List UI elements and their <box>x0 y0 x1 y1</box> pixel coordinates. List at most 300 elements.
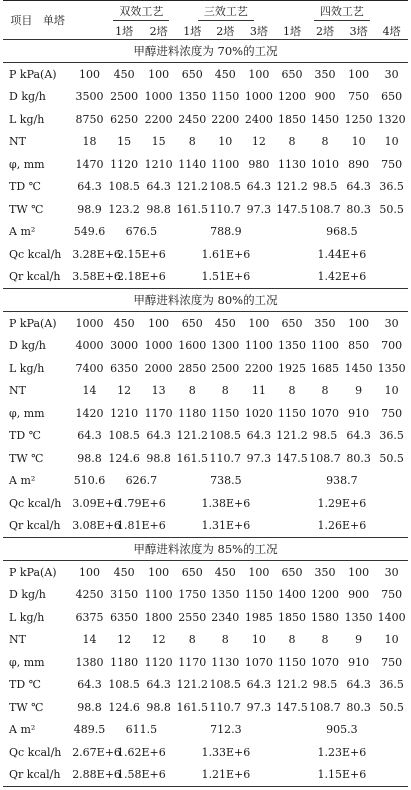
value-cell: 1350 <box>277 339 306 353</box>
value-cell: 1685 <box>311 361 340 375</box>
value-cell: 1100 <box>144 588 173 602</box>
value-cell: 110.7 <box>209 700 242 714</box>
value-cell: 1070 <box>311 655 340 669</box>
value-cell: 64.3 <box>246 180 272 194</box>
row-label: TD ℃ <box>9 180 41 194</box>
value-cell: 650 <box>281 316 303 330</box>
value-cell: 121.2 <box>176 678 208 692</box>
value-cell: 11 <box>251 384 266 398</box>
value-cell: 2200 <box>211 112 240 126</box>
row-label: P kPa(A) <box>9 565 57 579</box>
row-label: TW ℃ <box>9 700 44 714</box>
value-cell: 2850 <box>178 361 207 375</box>
summary-cell-group: 1.21E+6 <box>201 768 251 782</box>
value-cell: 13 <box>151 384 166 398</box>
value-cell: 8 <box>321 135 329 149</box>
summary-cell-single: 549.6 <box>73 225 106 239</box>
row-label: Qr kcal/h <box>9 768 61 782</box>
value-cell: 108.7 <box>309 700 341 714</box>
value-cell: 100 <box>148 565 170 579</box>
value-cell: 450 <box>214 67 236 81</box>
value-cell: 1350 <box>377 361 406 375</box>
value-cell: 910 <box>348 655 370 669</box>
value-cell: 14 <box>82 384 97 398</box>
value-cell: 1380 <box>75 655 104 669</box>
value-cell: 64.3 <box>246 678 272 692</box>
value-cell: 8 <box>288 633 296 647</box>
value-cell: 108.5 <box>209 429 242 443</box>
value-cell: 1580 <box>311 610 340 624</box>
row-label: TW ℃ <box>9 451 44 465</box>
value-cell: 1150 <box>277 655 306 669</box>
table-row <box>3 492 408 515</box>
table-row <box>3 447 408 470</box>
value-cell: 1130 <box>277 157 306 171</box>
value-cell: 36.5 <box>379 429 404 443</box>
table-row <box>3 108 408 131</box>
value-cell: 64.3 <box>346 429 371 443</box>
value-cell: 123.2 <box>108 202 140 216</box>
table-row <box>3 470 408 493</box>
value-cell: 750 <box>381 588 403 602</box>
value-cell: 1150 <box>211 90 240 104</box>
value-cell: 12 <box>117 633 132 647</box>
value-cell: 1350 <box>344 610 373 624</box>
summary-cell-group: 626.7 <box>125 474 158 488</box>
value-cell: 900 <box>314 90 336 104</box>
table-row <box>3 402 408 425</box>
value-cell: 750 <box>348 90 370 104</box>
table-row <box>3 696 408 719</box>
value-cell: 98.5 <box>312 678 338 692</box>
value-cell: 650 <box>181 316 203 330</box>
value-cell: 9 <box>355 633 363 647</box>
value-cell: 1400 <box>377 610 406 624</box>
value-cell: 8 <box>321 633 329 647</box>
value-cell: 98.8 <box>77 700 102 714</box>
value-cell: 850 <box>348 339 370 353</box>
header-tower: 4塔 <box>382 25 401 38</box>
value-cell: 97.3 <box>246 202 272 216</box>
value-cell: 1170 <box>178 655 207 669</box>
header-group-double: 双效工艺 <box>107 1 176 24</box>
value-cell: 108.5 <box>209 678 242 692</box>
row-label: TW ℃ <box>9 202 44 216</box>
value-cell: 450 <box>214 316 236 330</box>
value-cell: 64.3 <box>146 180 171 194</box>
value-cell: 10 <box>351 135 366 149</box>
value-cell: 350 <box>314 565 336 579</box>
summary-cell-group: 1.44E+6 <box>317 247 367 261</box>
summary-cell-group: 1.61E+6 <box>201 247 251 261</box>
summary-cell-single: 3.58E+6 <box>72 270 121 284</box>
value-cell: 98.8 <box>146 202 171 216</box>
value-cell: 1140 <box>178 157 207 171</box>
summary-cell-single: 3.08E+6 <box>72 519 121 533</box>
value-cell: 30 <box>384 67 399 81</box>
value-cell: 2550 <box>178 610 207 624</box>
row-label: Qr kcal/h <box>9 270 61 284</box>
value-cell: 110.7 <box>209 202 242 216</box>
row-label: φ, mm <box>9 655 45 669</box>
value-cell: 64.3 <box>146 429 171 443</box>
value-cell: 1010 <box>311 157 340 171</box>
header-tower: 2塔 <box>316 25 335 38</box>
value-cell: 50.5 <box>379 202 404 216</box>
value-cell: 64.3 <box>346 678 371 692</box>
value-cell: 64.3 <box>246 429 272 443</box>
row-label: L kg/h <box>9 112 45 126</box>
table-row <box>3 266 408 289</box>
section-title: 甲醇进料浓度为 80%的工况 <box>133 293 278 307</box>
value-cell: 15 <box>151 135 166 149</box>
value-cell: 3500 <box>75 90 104 104</box>
value-cell: 2200 <box>244 361 273 375</box>
value-cell: 1000 <box>144 90 173 104</box>
value-cell: 2500 <box>110 90 139 104</box>
value-cell: 1470 <box>75 157 104 171</box>
table-row <box>3 380 408 403</box>
row-label: Qr kcal/h <box>9 519 61 533</box>
summary-cell-group: 738.5 <box>210 474 242 488</box>
value-cell: 100 <box>248 565 270 579</box>
value-cell: 1250 <box>344 112 373 126</box>
table-row <box>3 584 408 607</box>
table-row <box>3 425 408 448</box>
summary-cell-group: 1.81E+6 <box>117 519 166 533</box>
value-cell: 1120 <box>144 655 173 669</box>
value-cell: 64.3 <box>146 678 171 692</box>
table-row <box>3 131 408 154</box>
section-title: 甲醇进料浓度为 85%的工况 <box>133 542 278 556</box>
value-cell: 1200 <box>277 90 306 104</box>
value-cell: 8 <box>188 384 196 398</box>
value-cell: 650 <box>281 565 303 579</box>
value-cell: 2400 <box>244 112 273 126</box>
summary-cell-group: 788.9 <box>210 225 242 239</box>
value-cell: 450 <box>113 67 135 81</box>
value-cell: 1000 <box>144 339 173 353</box>
value-cell: 350 <box>314 316 336 330</box>
summary-cell-group: 676.5 <box>125 225 158 239</box>
value-cell: 100 <box>78 565 100 579</box>
table-row <box>3 198 408 221</box>
value-cell: 1000 <box>244 90 273 104</box>
value-cell: 450 <box>113 565 135 579</box>
value-cell: 36.5 <box>379 180 404 194</box>
value-cell: 700 <box>381 339 403 353</box>
value-cell: 12 <box>117 384 132 398</box>
value-cell: 1150 <box>277 406 306 420</box>
value-cell: 1350 <box>178 90 207 104</box>
value-cell: 36.5 <box>379 678 404 692</box>
summary-cell-single: 2.88E+6 <box>72 768 121 782</box>
value-cell: 980 <box>248 157 270 171</box>
value-cell: 124.6 <box>108 451 140 465</box>
process-comparison-table <box>3 0 408 787</box>
value-cell: 108.7 <box>309 202 341 216</box>
value-cell: 2200 <box>144 112 173 126</box>
value-cell: 100 <box>248 316 270 330</box>
value-cell: 98.8 <box>146 451 171 465</box>
table-row <box>3 629 408 652</box>
value-cell: 1320 <box>377 112 406 126</box>
value-cell: 6350 <box>110 361 139 375</box>
value-cell: 18 <box>82 135 97 149</box>
value-cell: 8750 <box>75 112 104 126</box>
value-cell: 8 <box>221 384 229 398</box>
value-cell: 64.3 <box>77 429 102 443</box>
value-cell: 350 <box>314 67 336 81</box>
header-tower: 2塔 <box>216 25 235 38</box>
value-cell: 161.5 <box>176 451 208 465</box>
header-project: 项目 <box>10 14 33 27</box>
value-cell: 64.3 <box>77 678 102 692</box>
value-cell: 7400 <box>75 361 104 375</box>
value-cell: 650 <box>381 90 403 104</box>
value-cell: 10 <box>218 135 233 149</box>
summary-cell-group: 1.79E+6 <box>117 496 166 510</box>
value-cell: 10 <box>384 135 399 149</box>
header-tower: 1塔 <box>183 25 202 38</box>
value-cell: 80.3 <box>346 451 371 465</box>
header-project-cell <box>3 1 72 40</box>
value-cell: 750 <box>381 406 403 420</box>
summary-cell-single: 3.09E+6 <box>72 496 121 510</box>
value-cell: 910 <box>348 406 370 420</box>
table-row <box>3 335 408 358</box>
header-single-tower: 单塔 <box>42 14 65 27</box>
value-cell: 8 <box>288 384 296 398</box>
value-cell: 98.5 <box>312 180 338 194</box>
value-cell: 121.2 <box>176 429 208 443</box>
table-row <box>3 651 408 674</box>
value-cell: 4000 <box>75 339 104 353</box>
row-label: φ, mm <box>9 157 45 171</box>
table-row <box>3 153 408 176</box>
value-cell: 8 <box>188 633 196 647</box>
value-cell: 121.2 <box>276 429 308 443</box>
summary-cell-group: 1.51E+6 <box>201 270 251 284</box>
value-cell: 2500 <box>211 361 240 375</box>
value-cell: 1100 <box>244 339 273 353</box>
value-cell: 100 <box>348 565 370 579</box>
value-cell: 1170 <box>144 406 173 420</box>
value-cell: 161.5 <box>176 700 208 714</box>
row-label: NT <box>9 384 26 398</box>
value-cell: 2000 <box>144 361 173 375</box>
value-cell: 110.7 <box>209 451 242 465</box>
value-cell: 108.5 <box>108 678 140 692</box>
summary-cell-group: 938.7 <box>326 474 358 488</box>
value-cell: 6350 <box>110 610 139 624</box>
summary-cell-group: 1.42E+6 <box>317 270 367 284</box>
summary-cell-single: 510.6 <box>73 474 106 488</box>
value-cell: 3000 <box>110 339 139 353</box>
value-cell: 1100 <box>311 339 340 353</box>
header-group-quad: 四效工艺 <box>276 1 408 24</box>
value-cell: 650 <box>181 67 203 81</box>
summary-cell-group: 968.5 <box>326 225 358 239</box>
value-cell: 8 <box>221 633 229 647</box>
value-cell: 98.8 <box>77 451 102 465</box>
value-cell: 108.5 <box>108 429 140 443</box>
value-cell: 900 <box>348 588 370 602</box>
value-cell: 64.3 <box>77 180 102 194</box>
value-cell: 1210 <box>110 406 139 420</box>
summary-cell-group: 1.29E+6 <box>317 496 367 510</box>
table-row <box>3 561 408 584</box>
summary-cell-single: 3.28E+6 <box>72 247 121 261</box>
value-cell: 147.5 <box>276 700 308 714</box>
value-cell: 750 <box>381 655 403 669</box>
value-cell: 80.3 <box>346 700 371 714</box>
value-cell: 1600 <box>178 339 207 353</box>
value-cell: 6375 <box>75 610 104 624</box>
value-cell: 108.5 <box>209 180 242 194</box>
value-cell: 12 <box>151 633 166 647</box>
value-cell: 450 <box>214 565 236 579</box>
table-row <box>3 741 408 764</box>
row-label: TD ℃ <box>9 678 41 692</box>
row-label: L kg/h <box>9 361 45 375</box>
summary-cell-group: 611.5 <box>125 723 158 737</box>
row-label: Qc kcal/h <box>9 745 62 759</box>
value-cell: 100 <box>248 67 270 81</box>
value-cell: 1800 <box>144 610 173 624</box>
summary-cell-single: 489.5 <box>73 723 106 737</box>
table-row <box>3 243 408 266</box>
value-cell: 121.2 <box>276 678 308 692</box>
value-cell: 650 <box>181 565 203 579</box>
value-cell: 450 <box>113 316 135 330</box>
value-cell: 1130 <box>211 655 240 669</box>
value-cell: 30 <box>384 316 399 330</box>
table-row <box>3 764 408 787</box>
value-cell: 1070 <box>244 655 273 669</box>
row-label: NT <box>9 135 26 149</box>
value-cell: 1400 <box>277 588 306 602</box>
table-row <box>3 606 408 629</box>
table-row <box>3 357 408 380</box>
value-cell: 10 <box>251 633 266 647</box>
value-cell: 1000 <box>75 316 104 330</box>
value-cell: 8 <box>321 384 329 398</box>
value-cell: 100 <box>148 316 170 330</box>
value-cell: 1180 <box>110 655 139 669</box>
value-cell: 100 <box>348 316 370 330</box>
table-row <box>3 312 408 335</box>
value-cell: 1150 <box>211 406 240 420</box>
row-label: Qc kcal/h <box>9 496 62 510</box>
value-cell: 9 <box>355 384 363 398</box>
header-tower: 1塔 <box>115 25 134 38</box>
value-cell: 100 <box>78 67 100 81</box>
value-cell: 1210 <box>144 157 173 171</box>
value-cell: 1985 <box>244 610 273 624</box>
row-label: L kg/h <box>9 610 45 624</box>
value-cell: 1070 <box>311 406 340 420</box>
value-cell: 50.5 <box>379 451 404 465</box>
table-row <box>3 176 408 199</box>
value-cell: 1180 <box>178 406 207 420</box>
summary-cell-group: 1.26E+6 <box>317 519 367 533</box>
summary-cell-group: 1.62E+6 <box>117 745 166 759</box>
value-cell: 1420 <box>75 406 104 420</box>
value-cell: 80.3 <box>346 202 371 216</box>
value-cell: 4250 <box>75 588 104 602</box>
row-label: P kPa(A) <box>9 316 57 330</box>
value-cell: 1350 <box>211 588 240 602</box>
row-label: D kg/h <box>9 339 46 353</box>
table-row <box>3 221 408 244</box>
value-cell: 1925 <box>277 361 306 375</box>
value-cell: 12 <box>251 135 266 149</box>
row-label: D kg/h <box>9 90 46 104</box>
section-title: 甲醇进料浓度为 70%的工况 <box>133 44 278 58</box>
value-cell: 1020 <box>244 406 273 420</box>
value-cell: 1120 <box>110 157 139 171</box>
value-cell: 108.7 <box>309 451 341 465</box>
header-tower: 3塔 <box>249 25 268 38</box>
header-group-triple: 三效工艺 <box>176 1 276 24</box>
value-cell: 1150 <box>244 588 273 602</box>
value-cell: 1850 <box>277 610 306 624</box>
table-row <box>3 86 408 109</box>
row-label: NT <box>9 633 26 647</box>
value-cell: 1100 <box>211 157 240 171</box>
value-cell: 6250 <box>110 112 139 126</box>
value-cell: 64.3 <box>346 180 371 194</box>
value-cell: 1450 <box>344 361 373 375</box>
value-cell: 1450 <box>311 112 340 126</box>
value-cell: 890 <box>348 157 370 171</box>
value-cell: 1850 <box>277 112 306 126</box>
value-cell: 3150 <box>110 588 139 602</box>
summary-cell-group: 2.15E+6 <box>117 247 166 261</box>
table-row <box>3 63 408 86</box>
row-label: D kg/h <box>9 588 46 602</box>
value-cell: 650 <box>281 67 303 81</box>
value-cell: 147.5 <box>276 202 308 216</box>
value-cell: 100 <box>148 67 170 81</box>
summary-cell-group: 2.18E+6 <box>117 270 166 284</box>
summary-cell-single: 2.67E+6 <box>72 745 121 759</box>
value-cell: 108.5 <box>108 180 140 194</box>
row-label: A m² <box>9 474 36 488</box>
value-cell: 2340 <box>211 610 240 624</box>
value-cell: 2450 <box>178 112 207 126</box>
header-tower: 3塔 <box>349 25 368 38</box>
summary-cell-group: 1.38E+6 <box>201 496 251 510</box>
summary-cell-group: 1.58E+6 <box>117 768 166 782</box>
value-cell: 10 <box>384 384 399 398</box>
value-cell: 124.6 <box>108 700 140 714</box>
row-label: Qc kcal/h <box>9 247 62 261</box>
value-cell: 50.5 <box>379 700 404 714</box>
table-row <box>3 674 408 697</box>
row-label: TD ℃ <box>9 429 41 443</box>
value-cell: 1300 <box>211 339 240 353</box>
value-cell: 161.5 <box>176 202 208 216</box>
value-cell: 121.2 <box>276 180 308 194</box>
value-cell: 100 <box>348 67 370 81</box>
row-label: φ, mm <box>9 406 45 420</box>
summary-cell-group: 1.31E+6 <box>201 519 251 533</box>
summary-cell-group: 905.3 <box>326 723 358 737</box>
value-cell: 121.2 <box>176 180 208 194</box>
value-cell: 97.3 <box>246 700 272 714</box>
